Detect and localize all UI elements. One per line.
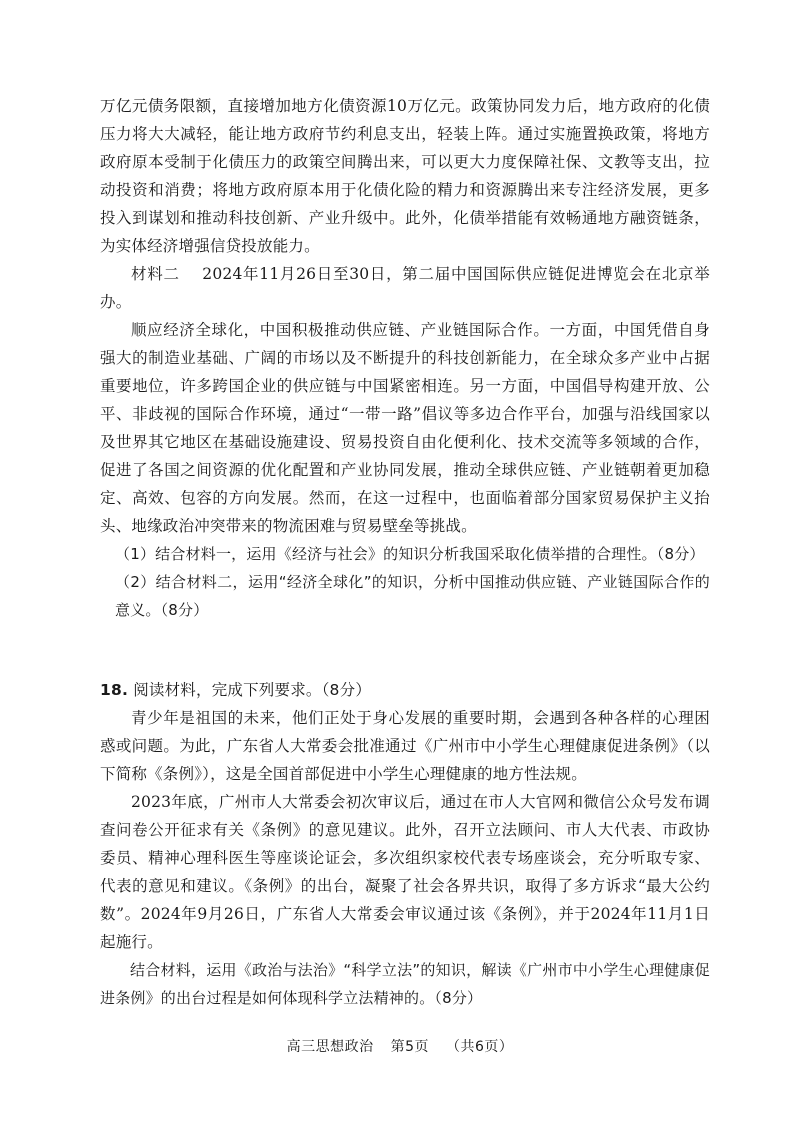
question-18-material-p1: 青少年是祖国的未来，他们正处于身心发展的重要时期，会遇到各种各样的心理困惑或问题。为此，广东省人大常委会批准通过《广州市中小学生心理健康促进条例》（以下简称《条例》），这是全国首部促进中小学生心理健康的地方性法规。 xyxy=(100,709,710,783)
question-18-instruction: 阅读材料，完成下列要求。（8分） xyxy=(133,681,372,699)
question-18-number: 18. xyxy=(100,681,129,699)
question-18-task: 结合材料，运用《政治与法治》“科学立法”的知识，解读《广州市中小学生心理健康促进条例》的出台过程是如何体现科学立法精神的。（8分） xyxy=(100,961,710,1007)
material2-intro-text: 2024年11月26日至30日，第二届中国国际供应链促进博览会在北京举办。 xyxy=(100,265,710,311)
question-17-2: （2）结合材料二，运用“经济全球化”的知识，分析中国推动供应链、产业链国际合作的意义。（8分） xyxy=(115,573,710,619)
material2-intro xyxy=(100,260,710,316)
question-18-material-p2: 2023年底，广州市人大常委会初次审议后，通过在市人大官网和微信公众号发布调查问卷公开征求有关《条例》的意见建议。此外，召开立法顾问、市人大代表、市政协委员、精神心理科医生等座谈论证会，多次组织家校代表专场座谈会，充分听取专家、代表的意见和建议。《条例》的出台，凝聚了社会各界共识，取得了多方诉求“最大公约数”。2024年9月26日，广东省人大常委会审议通过该《条例》，并于2024年11月1日起施行。 xyxy=(100,793,710,951)
material1-continuation: 万亿元债务限额，直接增加地方化债资源10万亿元。政策协同发力后，地方政府的化债压力将大大减轻，能让地方政府节约利息支出，轻装上阵。通过实施置换政策，将地方政府原本受制于化债压力的政策空间腾出来，可以更大力度保障社保、文教等支出，拉动投资和消费；将地方政府原本用于化债化险的精力和资源腾出来专注经济发展，更多投入到谋划和推动科技创新、产业升级中。此外，化债举措能有效畅通地方融资链条，为实体经济增强信贷投放能力。 xyxy=(100,97,710,255)
footer-total-pages: （共6页） xyxy=(445,1039,514,1055)
footer-subject: 高三思想政治 xyxy=(286,1039,374,1055)
page-footer xyxy=(0,1036,800,1056)
question-17-1: （1）结合材料一，运用《经济与社会》的知识分析我国采取化债举措的合理性。（8分） xyxy=(115,545,705,563)
page-content xyxy=(100,92,710,1012)
question-18-heading xyxy=(100,676,710,704)
material2-label: 材料二 xyxy=(131,265,180,283)
footer-page-number: 第5页 xyxy=(390,1039,429,1055)
material2-body: 顺应经济全球化，中国积极推动供应链、产业链国际合作。一方面，中国凭借自身强大的制造业基础、广阔的市场以及不断提升的科技创新能力，在全球众多产业中占据重要地位，许多跨国企业的供应链与中国紧密相连。另一方面，中国倡导构建开放、公平、非歧视的国际合作环境，通过“一带一路”倡议等多边合作平台，加强与沿线国家以及世界其它地区在基础设施建设、贸易投资自由化便利化、技术交流等多领域的合作，促进了各国之间资源的优化配置和产业协同发展，推动全球供应链、产业链朝着更加稳定、高效、包容的方向发展。然而，在这一过程中，也面临着部分国家贸易保护主义抬头、地缘政治冲突带来的物流困难与贸易壁垒等挑战。 xyxy=(100,321,710,535)
